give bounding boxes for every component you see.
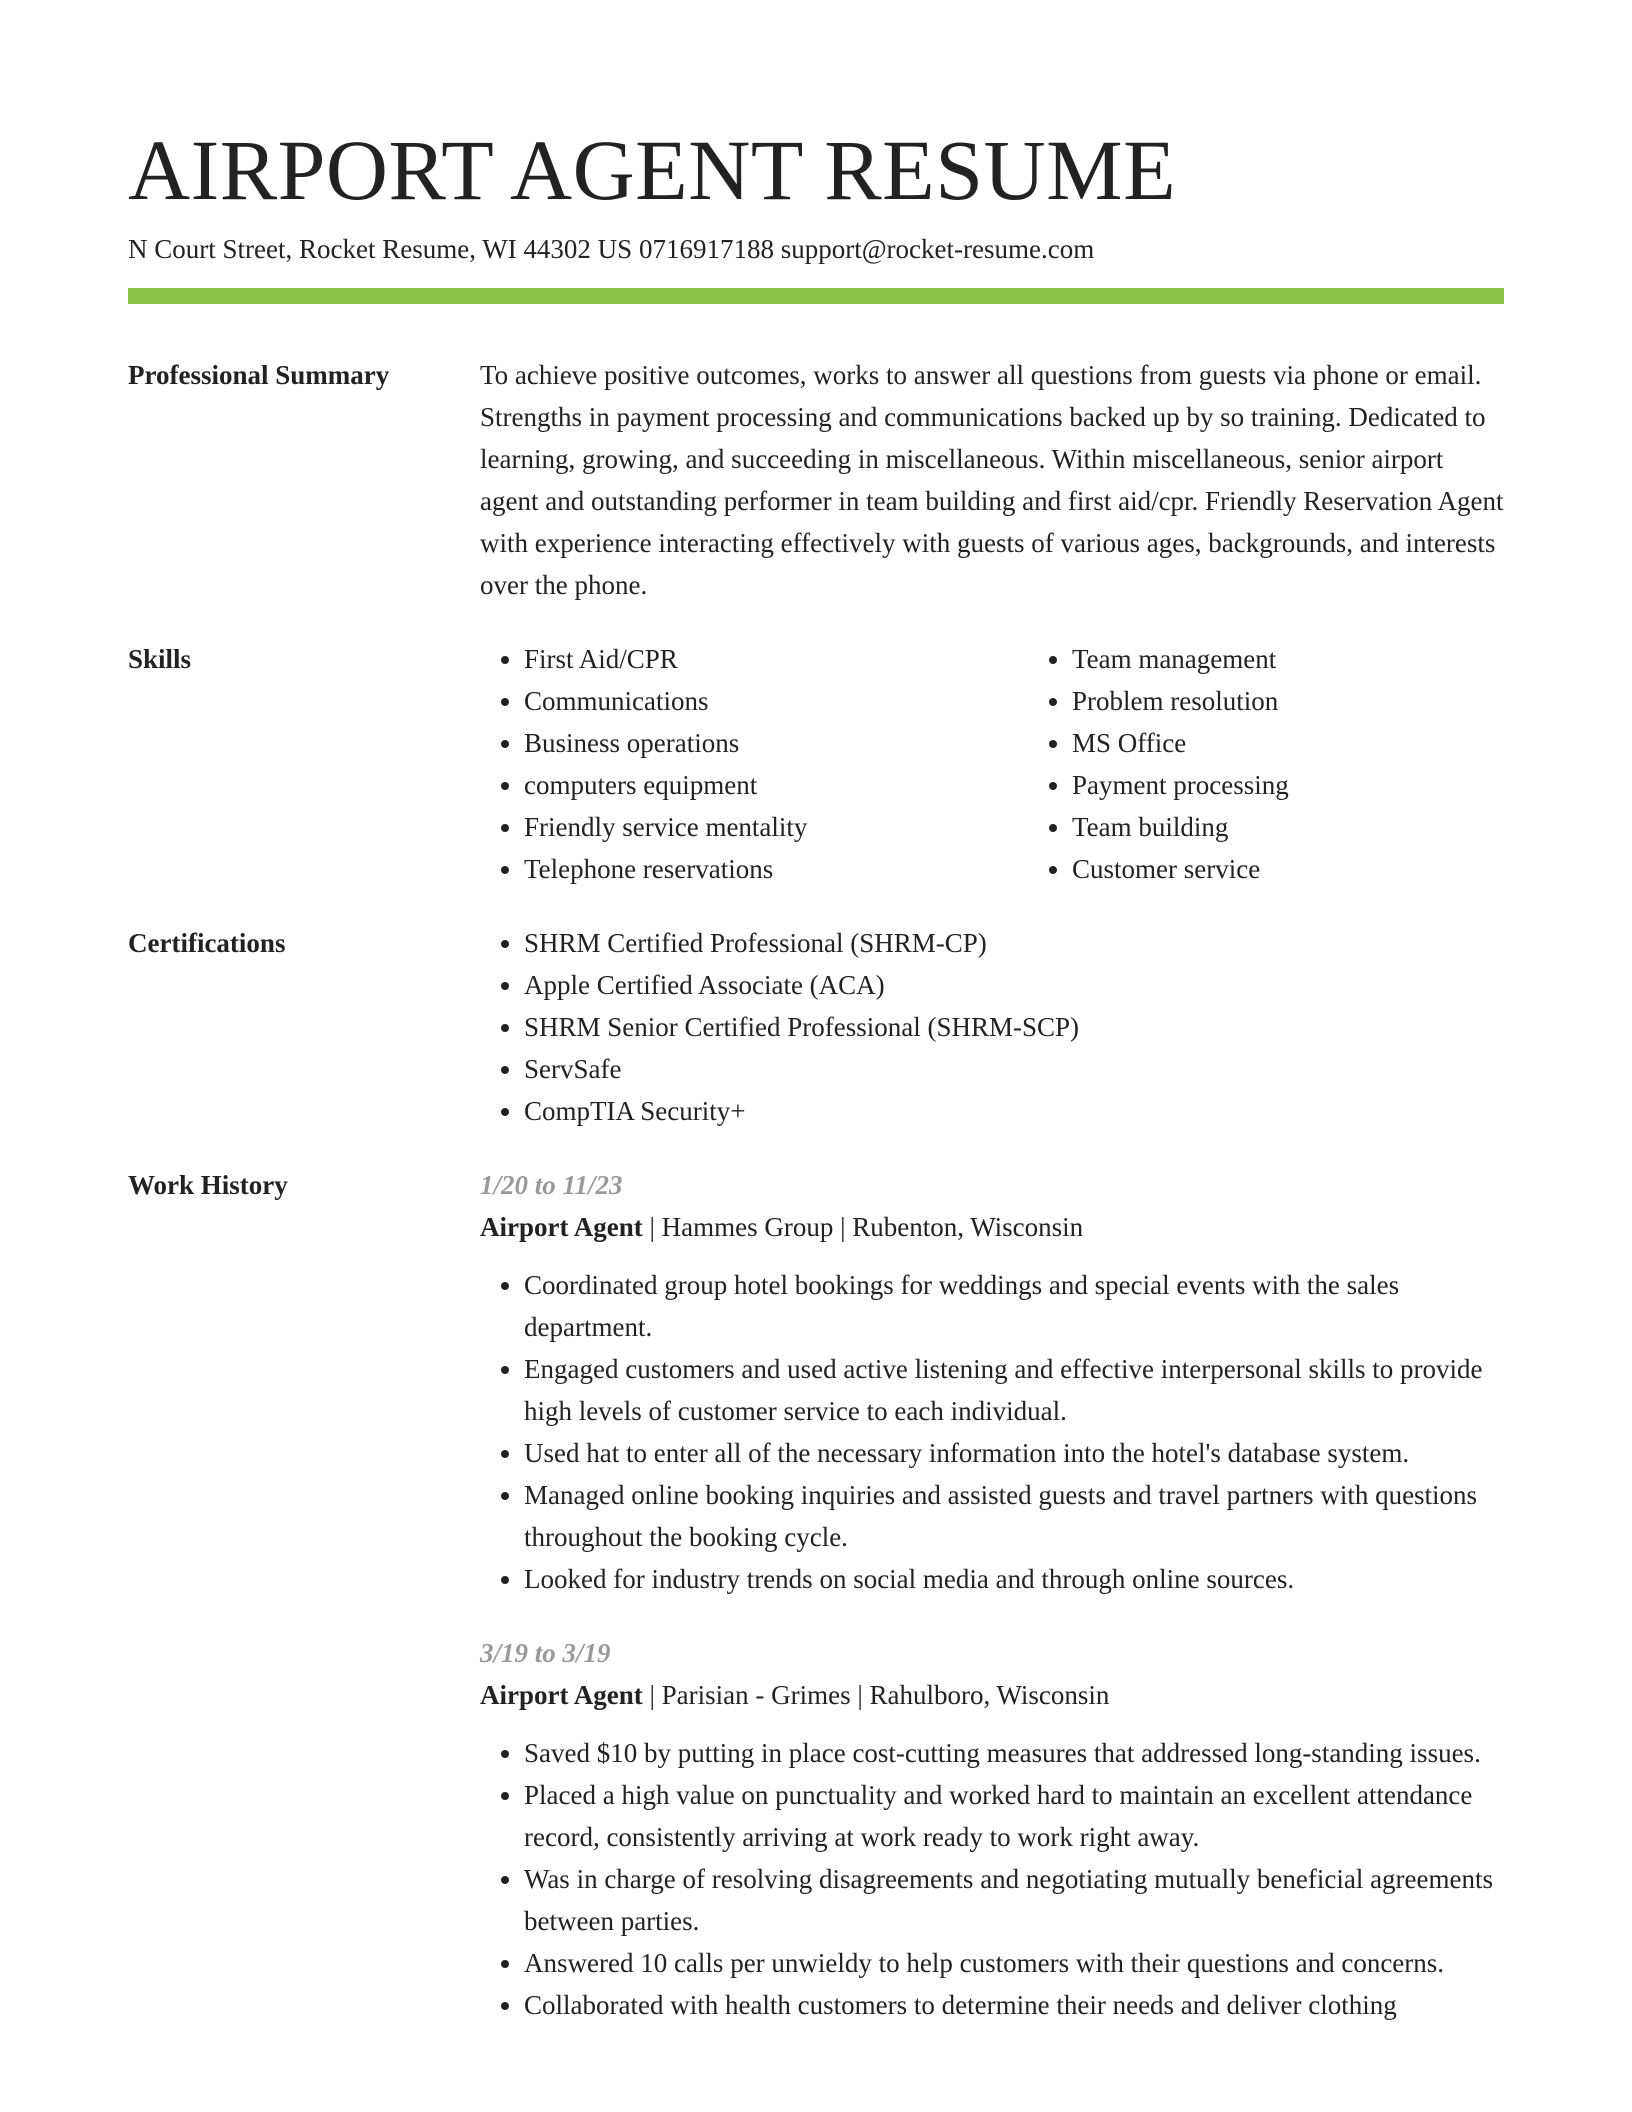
job-bullet: • Saved $10 by putting in place cost-cutting measures that addressed long-standing issues. <box>524 1732 1504 1774</box>
resume-title: AIRPORT AGENT RESUME <box>128 122 1177 218</box>
skill-item: • Business operations <box>524 722 1028 764</box>
skill-item: • Telephone reservations <box>524 848 1028 890</box>
skill-item: • Team management <box>1072 638 1576 680</box>
skill-item: • MS Office <box>1072 722 1576 764</box>
job-bullet: • Placed a high value on punctuality and worked hard to maintain an excellent attendance record, consistently arriving at work ready to work right away. <box>524 1774 1504 1858</box>
skill-item: • Team building <box>1072 806 1576 848</box>
skills-grid <box>480 638 1576 890</box>
job-title: Airport Agent <box>480 1680 643 1710</box>
contact-info: N Court Street, Rocket Resume, WI 44302 US 0716917188 support@rocket-resume.com <box>128 234 1095 264</box>
certifications-label: Certifications <box>128 928 286 958</box>
job-bullets <box>480 1264 1504 1600</box>
certifications-content <box>480 922 1504 1132</box>
skills-label: Skills <box>128 644 192 674</box>
skill-item: • computers equipment <box>524 764 1028 806</box>
work-history-content <box>480 1164 1504 2026</box>
job-employer-location: | Parisian - Grimes | Rahulboro, Wisconsin <box>642 1680 1110 1710</box>
summary-text: To achieve positive outcomes, works to answer all questions from guests via phone or email. Strengths in payment processing and communications backed up by so training. Dedicated to learning, growing, and succeeding in miscellaneous. Within miscellaneous, senior airport agent and outstanding performer in team building and first aid/cpr. Friendly Reservation Agent with experience interacting effectively with guests of various ages, backgrounds, and interests over the phone. <box>480 360 1504 600</box>
work-history-label: Work History <box>128 1170 288 1200</box>
skill-item: • Payment processing <box>1072 764 1576 806</box>
job-heading <box>480 1206 1504 1248</box>
work-history-section <box>128 1164 1504 2026</box>
skill-item: • Problem resolution <box>1072 680 1576 722</box>
skill-item: • Communications <box>524 680 1028 722</box>
job-dates: 3/19 to 3/19 <box>480 1638 611 1668</box>
job-bullet: • Was in charge of resolving disagreements and negotiating mutually beneficial agreements between parties. <box>524 1858 1504 1942</box>
skills-section <box>128 638 1504 890</box>
job-title: Airport Agent <box>480 1212 643 1242</box>
job-entry <box>480 1632 1504 2026</box>
job-dates: 1/20 to 11/23 <box>480 1170 623 1200</box>
certification-item: • ServSafe <box>524 1048 1504 1090</box>
skill-item: • Friendly service mentality <box>524 806 1028 848</box>
job-bullet: • Coordinated group hotel bookings for weddings and special events with the sales department. <box>524 1264 1504 1348</box>
job-bullet: • Collaborated with health customers to determine their needs and deliver clothing <box>524 1984 1504 2026</box>
certifications-list <box>480 922 1504 1132</box>
job-entry <box>480 1164 1504 1600</box>
certification-item: • SHRM Certified Professional (SHRM-CP) <box>524 922 1504 964</box>
skills-list-left <box>480 638 1028 890</box>
summary-label: Professional Summary <box>128 360 390 390</box>
job-bullets <box>480 1732 1504 2026</box>
header-divider <box>128 288 1504 304</box>
job-bullet: • Answered 10 calls per unwieldy to help customers with their questions and concerns. <box>524 1942 1504 1984</box>
certification-item: • CompTIA Security+ <box>524 1090 1504 1132</box>
job-bullet: • Engaged customers and used active listening and effective interpersonal skills to provide high levels of customer service to each individual. <box>524 1348 1504 1432</box>
skills-list-right <box>1028 638 1576 890</box>
job-employer-location: | Hammes Group | Rubenton, Wisconsin <box>642 1212 1084 1242</box>
certification-item: • SHRM Senior Certified Professional (SHRM-SCP) <box>524 1006 1504 1048</box>
certifications-section <box>128 922 1504 1132</box>
job-bullet: • Managed online booking inquiries and assisted guests and travel partners with questions throughout the booking cycle. <box>524 1474 1504 1558</box>
job-heading <box>480 1674 1504 1716</box>
skill-item: • First Aid/CPR <box>524 638 1028 680</box>
summary-section <box>128 354 1504 606</box>
skill-item: • Customer service <box>1072 848 1576 890</box>
job-bullet: • Used hat to enter all of the necessary information into the hotel's database system. <box>524 1432 1504 1474</box>
certification-item: • Apple Certified Associate (ACA) <box>524 964 1504 1006</box>
resume-page <box>128 120 1504 2026</box>
job-bullet: • Looked for industry trends on social media and through online sources. <box>524 1558 1504 1600</box>
